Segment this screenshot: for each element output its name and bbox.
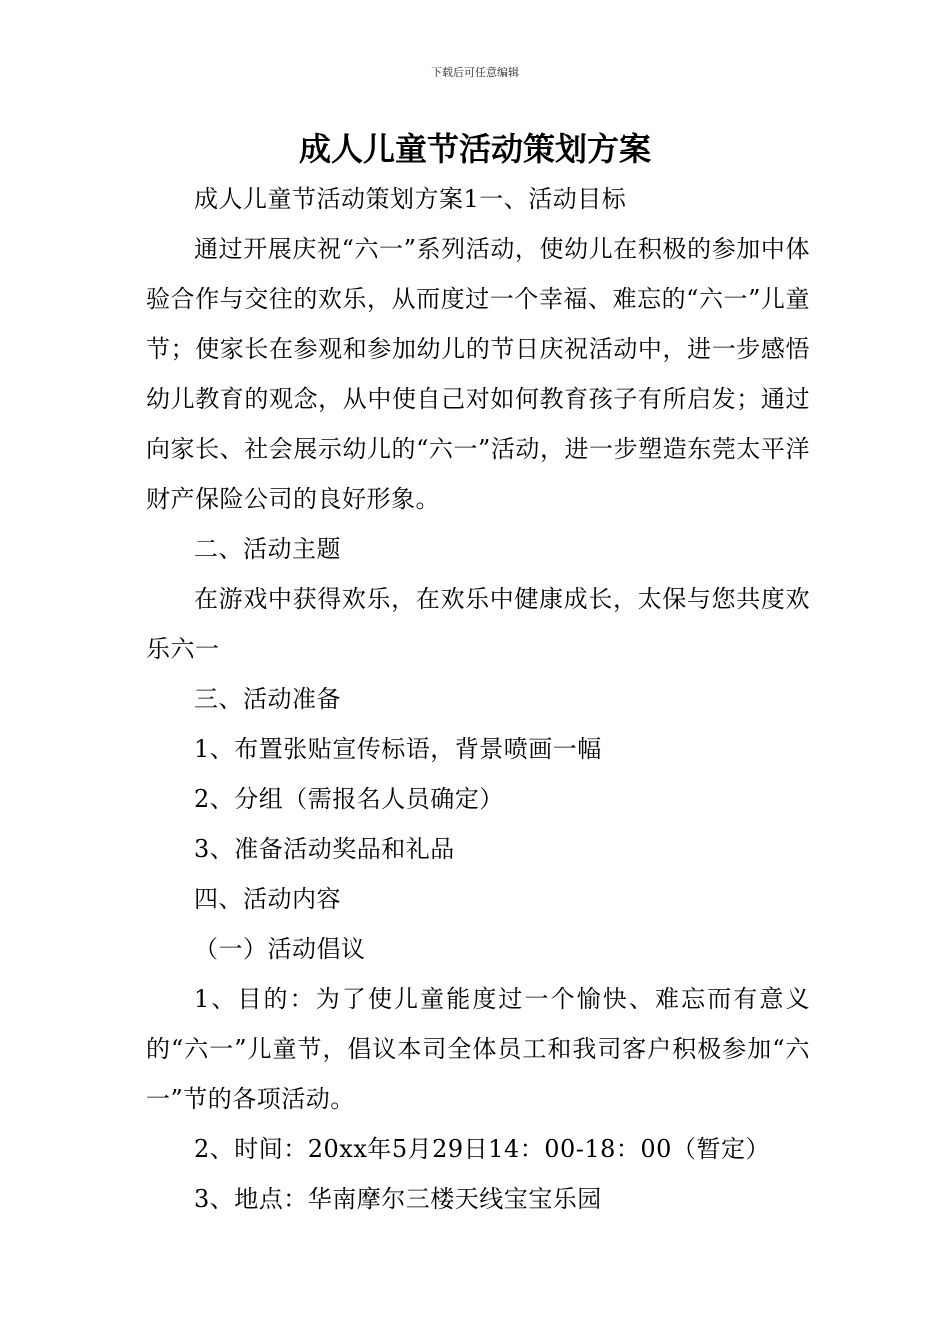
paragraph-plan-intro: 成人儿童节活动策划方案1一、活动目标 bbox=[194, 185, 627, 213]
heading-preparation: 三、活动准备 bbox=[194, 685, 341, 713]
heading-theme: 二、活动主题 bbox=[194, 535, 341, 563]
document-body bbox=[146, 174, 810, 1224]
list-item-purpose: 1、目的：为了使儿童能度过一个愉快、难忘而有意义的“六一”儿童节，倡议本司全体员工和我司客户积极参加“六一”节的各项活动。 bbox=[146, 985, 810, 1113]
heading-content: 四、活动内容 bbox=[194, 885, 341, 913]
page-header-note: 下载后可任意编辑 bbox=[431, 66, 519, 79]
subheading-initiative: （一）活动倡议 bbox=[194, 935, 366, 963]
list-item-prep-3: 3、准备活动奖品和礼品 bbox=[194, 835, 455, 863]
list-item-location: 3、地点：华南摩尔三楼天线宝宝乐园 bbox=[194, 1185, 602, 1213]
paragraph-goal-text: 通过开展庆祝“六一”系列活动，使幼儿在积极的参加中体验合作与交往的欢乐，从而度过一个幸福、难忘的“六一”儿童节；使家长在参观和参加幼儿的节日庆祝活动中，进一步感悟幼儿教育的观念，从中使自己对如何教育孩子有所启发；通过向家长、社会展示幼儿的“六一”活动，进一步塑造东莞太平洋财产保险公司的良好形象。 bbox=[146, 235, 810, 513]
document-title: 成人儿童节活动策划方案 bbox=[298, 130, 651, 168]
list-item-time: 2、时间：20xx年5月29日14：00-18：00（暂定） bbox=[194, 1135, 770, 1163]
paragraph-theme-text: 在游戏中获得欢乐，在欢乐中健康成长，太保与您共度欢乐六一 bbox=[146, 585, 810, 663]
list-item-prep-1: 1、布置张贴宣传标语，背景喷画一幅 bbox=[194, 735, 602, 763]
list-item-prep-2: 2、分组（需报名人员确定） bbox=[194, 785, 504, 813]
